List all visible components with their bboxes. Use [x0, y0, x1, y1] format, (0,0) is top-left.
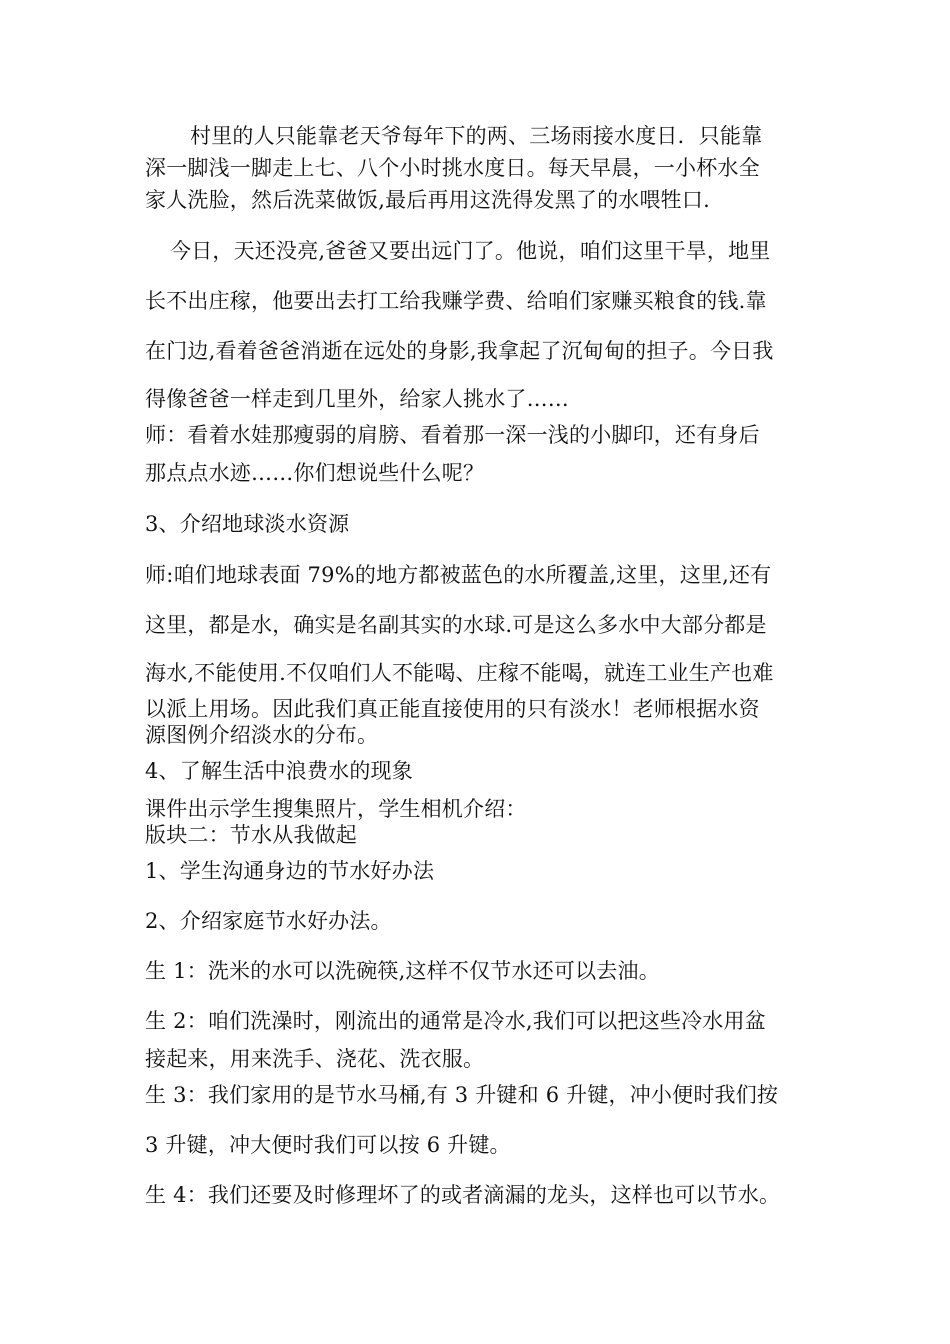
- courseware-line: 课件出示学生搜集照片，学生相机介绍：: [145, 797, 527, 821]
- section-heading-3: 3、介绍地球淡水资源: [145, 512, 350, 536]
- student-3-line-1: 生 3：我们家用的是节水马桶,有 3 升键和 6 升键，冲小便时我们按: [145, 1083, 779, 1107]
- teacher-paragraph-line-5: 源图例介绍淡水的分布。: [145, 723, 379, 747]
- teacher-paragraph-line-2: 这里，都是水，确实是名副其实的水球.可是这么多水中大部分都是: [145, 613, 767, 637]
- student-1-line: 生 1：洗米的水可以洗碗筷,这样不仅节水还可以去油。: [145, 959, 660, 983]
- paragraph-line-5: 长不出庄稼，他要出去打工给我赚学费、给咱们家赚买粮食的钱.靠: [145, 289, 767, 313]
- teacher-line-1: 师：看着水娃那瘦弱的肩膀、看着那一深一浅的小脚印，还有身后: [145, 423, 760, 447]
- student-4-line: 生 4：我们还要及时修理坏了的或者滴漏的龙头，这样也可以节水。: [145, 1183, 781, 1207]
- teacher-paragraph-line-1: 师:咱们地球表面 79%的地方都被蓝色的水所覆盖,这里，这里,还有: [145, 563, 772, 587]
- paragraph-line-3: 家人洗脸，然后洗菜做饭,最后再用这洗得发黑了的水喂牲口.: [145, 188, 710, 212]
- numbered-item-1: 1、学生沟通身边的节水好办法: [145, 859, 435, 883]
- paragraph-line-6: 在门边,看着爸爸消逝在远处的身影,我拿起了沉甸甸的担子。今日我: [145, 339, 774, 363]
- student-2-line-2: 接起来，用来洗手、浇花、洗衣服。: [145, 1047, 485, 1071]
- section-heading-4: 4、了解生活中浪费水的现象: [145, 759, 413, 783]
- paragraph-line-7: 得像爸爸一样走到几里外，给家人挑水了……: [145, 387, 569, 411]
- paragraph-line-1: 村里的人只能靠老天爷每年下的两、三场雨接水度日．只能靠: [190, 124, 763, 148]
- teacher-paragraph-line-3: 海水,不能使用.不仅咱们人不能喝、庄稼不能喝，就连工业生产也难: [145, 661, 774, 685]
- paragraph-line-4: 今日，天还没亮,爸爸又要出远门了。他说，咱们这里干旱，地里: [170, 239, 771, 263]
- student-2-line-1: 生 2：咱们洗澡时，刚流出的通常是冷水,我们可以把这些冷水用盆: [145, 1009, 766, 1033]
- paragraph-line-2: 深一脚浅一脚走上七、八个小时挑水度日。每天早晨，一小杯水全: [145, 156, 760, 180]
- student-3-line-2: 3 升键，冲大便时我们可以按 6 升键。: [145, 1133, 511, 1157]
- numbered-item-2: 2、介绍家庭节水好办法。: [145, 909, 392, 933]
- section-block-title: 版块二：节水从我做起: [145, 823, 357, 847]
- teacher-paragraph-line-4: 以派上用场。因此我们真正能直接使用的只有淡水！老师根据水资: [145, 697, 760, 721]
- teacher-line-2: 那点点水迹……你们想说些什么呢？: [145, 461, 485, 485]
